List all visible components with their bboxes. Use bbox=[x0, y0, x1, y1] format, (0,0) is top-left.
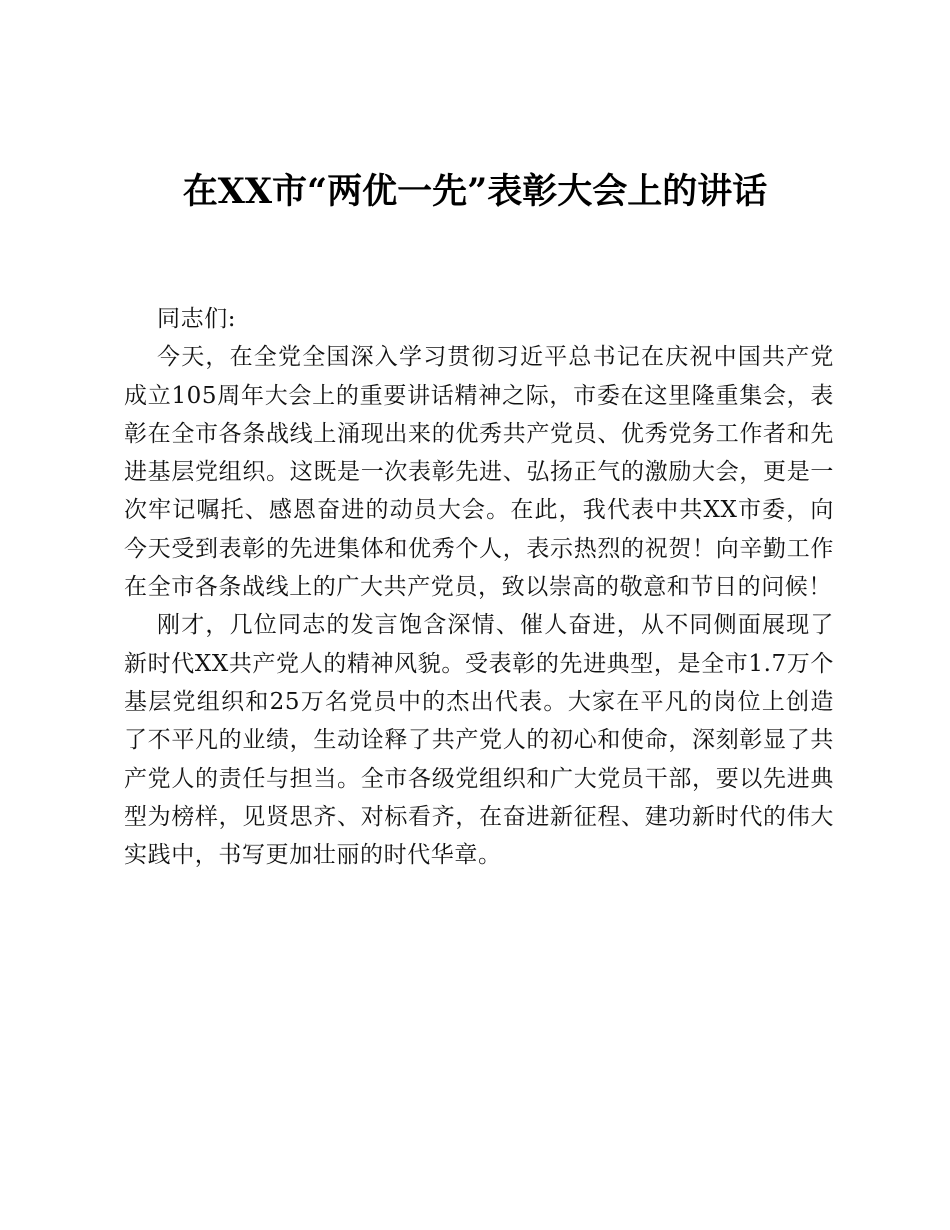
salutation: 同志们: bbox=[157, 306, 237, 332]
paragraph-2: 刚才，几位同志的发言饱含深情、催人奋进，从不同侧面展现了新时代XX共产党人的精神风貌。受表彰的先进典型，是全市1.7万个基层党组织和25万名党员中的杰出代表。大家在平凡的岗位上创造了不平凡的业绩，生动诠释了共产党人的初心和使命，深刻彰显了共产党人的责任与担当。全市各级党组织和广大党员干部，要以先进典型为榜样，见贤思齐、对标看齐，在奋进新征程、建功新时代的伟大实践中，书写更加壮丽的时代华章。 bbox=[124, 612, 834, 869]
document-body bbox=[124, 300, 834, 874]
page-title: 在XX市“两优一先”表彰大会上的讲话 bbox=[182, 171, 768, 212]
paragraph-1: 今天，在全党全国深入学习贯彻习近平总书记在庆祝中国共产党成立105周年大会上的重要讲话精神之际，市委在这里隆重集会，表彰在全市各条战线上涌现出来的优秀共产党员、优秀党务工作者和先进基层党组织。这既是一次表彰先进、弘扬正气的激励大会，更是一次牢记嘱托、感恩奋进的动员大会。在此，我代表中共XX市委，向今天受到表彰的先进集体和优秀个人，表示热烈的祝贺！向辛勤工作在全市各条战线上的广大共产党员，致以崇高的敬意和节日的问候！ bbox=[124, 344, 834, 601]
